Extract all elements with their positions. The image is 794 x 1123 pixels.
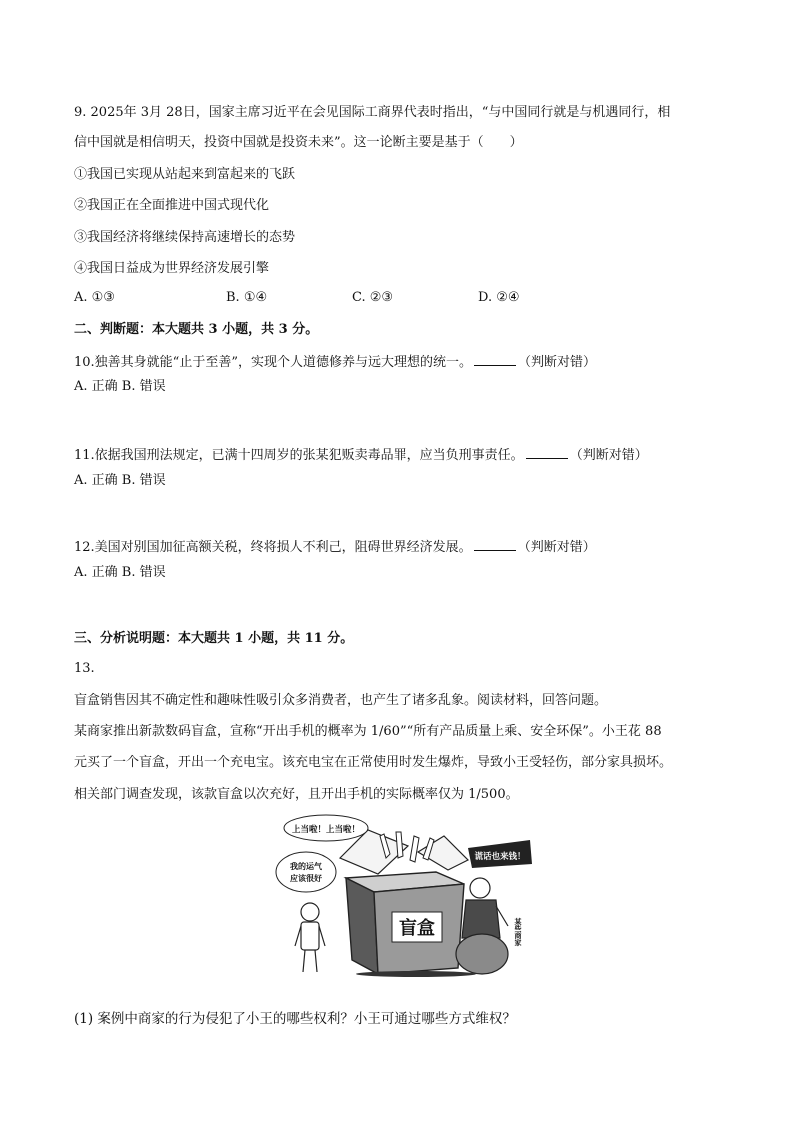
q11-options: A. 正确 B. 错误 — [74, 473, 166, 488]
q12-options: A. 正确 B. 错误 — [74, 565, 166, 580]
q9-option-d: D. ②④ — [478, 290, 520, 305]
q9-stem-line1: 9. 2025年 3月 28日，国家主席习近平在会见国际工商界代表时指出，“与中国同行就是与机遇同行，相 — [74, 105, 671, 120]
q9-options — [74, 290, 634, 308]
left-thought-text-1: 我的运气 — [290, 862, 322, 871]
q9-option-c: C. ②③ — [352, 290, 394, 305]
q10-options: A. 正确 B. 错误 — [74, 379, 166, 394]
ground-shadow — [356, 971, 476, 977]
q9-option-a: A. ①③ — [74, 290, 115, 305]
q13-material-line2: 元买了一个盲盒，开出一个充电宝。该充电宝在正常使用时发生爆炸，导致小王受轻伤，部分家具损坏。 — [74, 755, 673, 770]
consumer-figure — [295, 903, 325, 972]
box-label: 盲盒 — [399, 918, 435, 939]
q9-option-b: B. ①④ — [226, 290, 268, 305]
q12-answer-blank — [474, 538, 516, 551]
q10-suffix: （判断对错） — [517, 355, 596, 370]
q9-item-2: ②我国正在全面推进中国式现代化 — [74, 198, 270, 213]
left-thought-text-2: 应该很好 — [290, 874, 322, 883]
q10-answer-blank — [474, 353, 516, 366]
q10-stem-line — [74, 353, 596, 372]
q9-item-4: ④我国日益成为世界经济发展引擎 — [74, 261, 270, 276]
q9-item-1: ①我国已实现从站起来到富起来的飞跃 — [74, 167, 296, 182]
q12-stem: 12.美国对别国加征高额关税，终将损人不利己，阻碍世界经济发展。 — [74, 540, 472, 555]
q12-stem-line — [74, 538, 596, 557]
merchant-side-label: 某些商家 — [514, 918, 522, 946]
q11-stem-line — [74, 446, 648, 465]
right-speech-text: 谎话也来钱！ — [474, 852, 526, 862]
q13-sub-question-1: (1) 案例中商家的行为侵犯了小王的哪些权利？小王可通过哪些方式维权？ — [74, 1011, 516, 1027]
q11-answer-blank — [526, 446, 568, 459]
top-speech-text: 上当啦！上当啦！ — [291, 825, 361, 835]
left-thought-bubble — [276, 852, 336, 892]
q12-suffix: （判断对错） — [517, 540, 596, 555]
q10-stem: 10.独善其身就能“止于至善”，实现个人道德修养与远大理想的统一。 — [74, 355, 472, 370]
box-lid — [340, 830, 468, 874]
section2-heading: 二、判断题：本大题共 3 小题，共 3 分。 — [74, 322, 319, 337]
q13-number: 13. — [74, 661, 95, 676]
q9-stem-line2: 信中国就是相信明天，投资中国就是投资未来”。这一论断主要是基于（ ） — [74, 135, 523, 150]
q11-stem: 11.依据我国刑法规定，已满十四周岁的张某犯贩卖毒品罪，应当负刑事责任。 — [74, 448, 524, 463]
q13-material-line3: 相关部门调查发现，该款盲盒以次充好，且开出手机的实际概率仅为 1/500。 — [74, 787, 519, 802]
q11-suffix: （判断对错） — [569, 448, 648, 463]
q13-material-line1: 某商家推出新款数码盲盒，宣称“开出手机的概率为 1/60”“所有产品质量上乘、安全环保”。小王花 88 — [74, 724, 662, 739]
section3-heading: 三、分析说明题：本大题共 1 小题，共 11 分。 — [74, 631, 354, 646]
q9-item-3: ③我国经济将继续保持高速增长的态势 — [74, 230, 296, 245]
q13-intro: 盲盒销售因其不确定性和趣味性吸引众多消费者，也产生了诸多乱象。阅读材料，回答问题。 — [74, 693, 608, 708]
blind-box-cartoon — [268, 808, 538, 978]
